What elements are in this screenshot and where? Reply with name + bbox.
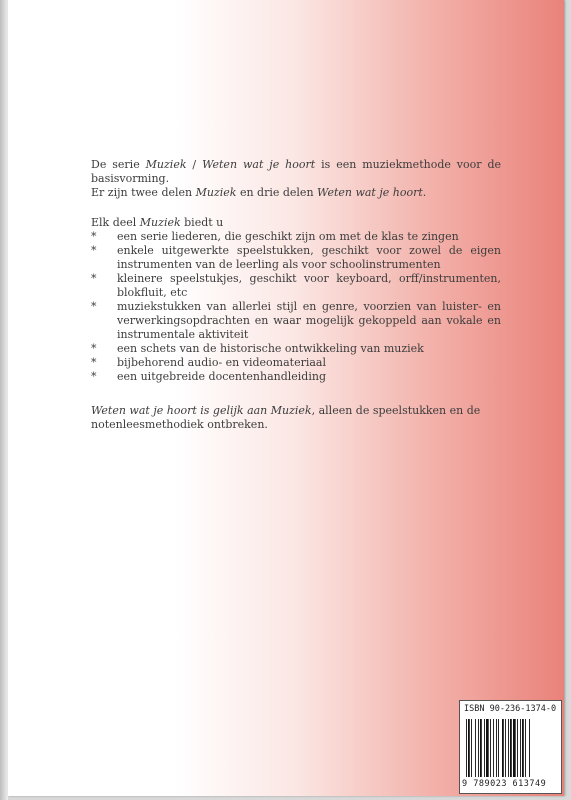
series-title-weten: Weten wat je hoort xyxy=(202,158,316,171)
list-item: * kleinere speelstukjes, geschikt voor keyboard, orff/instrumenten, blokfluit, etc xyxy=(91,272,501,299)
offer-heading: Elk deel Muziek biedt u xyxy=(91,216,224,229)
list-item: * enkele uitgewerkte speelstukken, geschikt voor zowel de eigen instrumenten van de leerling als voor schoolinstrumenten xyxy=(91,244,501,271)
series-title-muziek: Muziek xyxy=(145,158,187,171)
barcode-icon xyxy=(466,719,556,777)
isbn-barcode-block xyxy=(459,700,562,794)
barcode-digits: 9 789023 613749 xyxy=(462,779,547,789)
asterisk-bullet-icon: * xyxy=(91,342,97,355)
back-cover-text xyxy=(91,158,501,432)
asterisk-bullet-icon: * xyxy=(91,370,97,383)
intro-paragraph: De serie Muziek / Weten wat je hoort is een muziekmethode voor de basisvorming. Er zijn twee delen Muziek en drie delen Weten wat je hoort. xyxy=(91,158,502,199)
list-item: * muziekstukken van allerlei stijl en genre, voorzien van luister- en verwerkingsopdrachten en waar mogelijk gekoppeld aan vokale en instrumentale aktiviteit xyxy=(91,300,501,341)
asterisk-bullet-icon: * xyxy=(91,356,97,369)
asterisk-bullet-icon: * xyxy=(91,230,97,243)
book-spine-edge xyxy=(0,0,8,800)
closing-paragraph: Weten wat je hoort is gelijk aan Muziek, alleen de speelstukken en de notenleesmethodiek ontbreken. xyxy=(91,404,481,431)
list-item: * een serie liederen, die geschikt zijn om met de klas te zingen xyxy=(91,230,459,243)
asterisk-bullet-icon: * xyxy=(91,272,97,285)
feature-list xyxy=(91,230,501,384)
list-item: * bijbehorend audio- en videomateriaal xyxy=(91,356,326,369)
list-item: * een schets van de historische ontwikkeling van muziek xyxy=(91,342,424,355)
asterisk-bullet-icon: * xyxy=(91,244,97,257)
asterisk-bullet-icon: * xyxy=(91,300,97,313)
list-item: * een uitgebreide docentenhandleiding xyxy=(91,370,326,383)
isbn-label: ISBN 90-236-1374-0 xyxy=(464,704,557,714)
